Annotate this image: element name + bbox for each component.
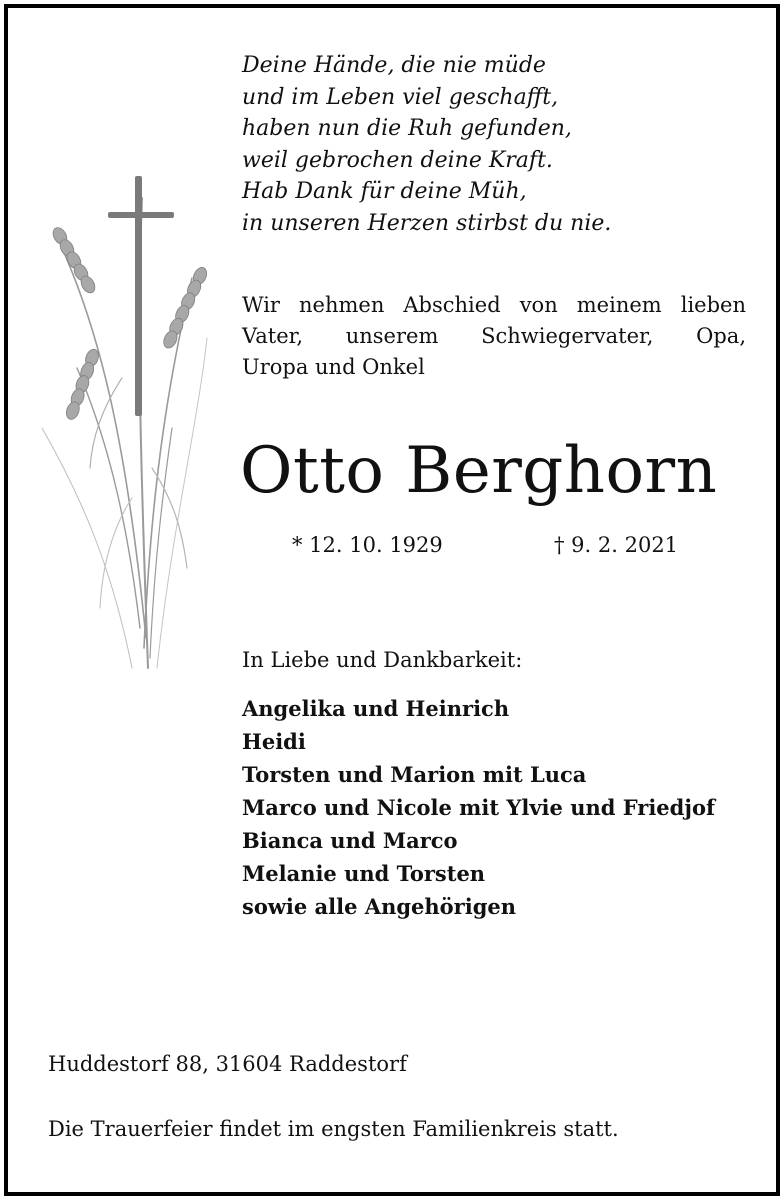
mourner: Torsten und Marion mit Luca [242, 762, 587, 787]
mourner: Heidi [242, 729, 306, 754]
poem-line: Deine Hände, die nie müde [242, 53, 546, 78]
obituary-card [4, 4, 780, 1196]
word: Schwiegervater, [481, 324, 654, 348]
word: nehmen [299, 293, 385, 317]
mourner: Melanie und Torsten [242, 861, 486, 886]
farewell-announcement [242, 290, 746, 383]
mourner: Bianca und Marco [242, 828, 458, 853]
poem-line: weil gebrochen deine Kraft. [242, 147, 553, 173]
mourner: sowie alle Angehörigen [242, 894, 517, 919]
word: unserem [345, 324, 439, 348]
poem-line: und im Leben viel geschafft, [242, 84, 559, 110]
funeral-note: Die Trauerfeier findet im engsten Familienkreis statt. [48, 1117, 619, 1141]
poem-line: in unseren Herzen stirbst du nie. [242, 210, 612, 236]
mourner: Marco und Nicole mit Ylvie und Friedjof [242, 795, 715, 820]
announcement-line [242, 321, 746, 352]
birth-date: * 12. 10. 1929 [292, 533, 443, 557]
word: Abschied [403, 293, 501, 317]
death-date: † 9. 2. 2021 [554, 533, 679, 557]
poem-line: haben nun die Ruh gefunden, [242, 116, 572, 141]
word: von [519, 293, 558, 317]
mourners-list [242, 692, 715, 923]
word: lieben [680, 293, 746, 317]
deceased-name: Otto Berghorn [240, 434, 718, 508]
announcement-line: Uropa und Onkel [242, 355, 425, 379]
cross-with-wheat-icon [22, 168, 222, 678]
address: Huddestorf 88, 31604 Raddestorf [48, 1052, 407, 1076]
mourner: Angelika und Heinrich [242, 696, 510, 721]
word: Wir [242, 293, 280, 317]
word: Vater, [242, 324, 304, 348]
word: meinem [576, 293, 662, 317]
life-dates [292, 529, 679, 561]
poem-line: Hab Dank für deine Müh, [242, 179, 527, 204]
dedication: In Liebe und Dankbarkeit: [242, 648, 523, 672]
word: Opa, [696, 324, 746, 348]
poem [242, 50, 762, 239]
announcement-line [242, 290, 746, 321]
